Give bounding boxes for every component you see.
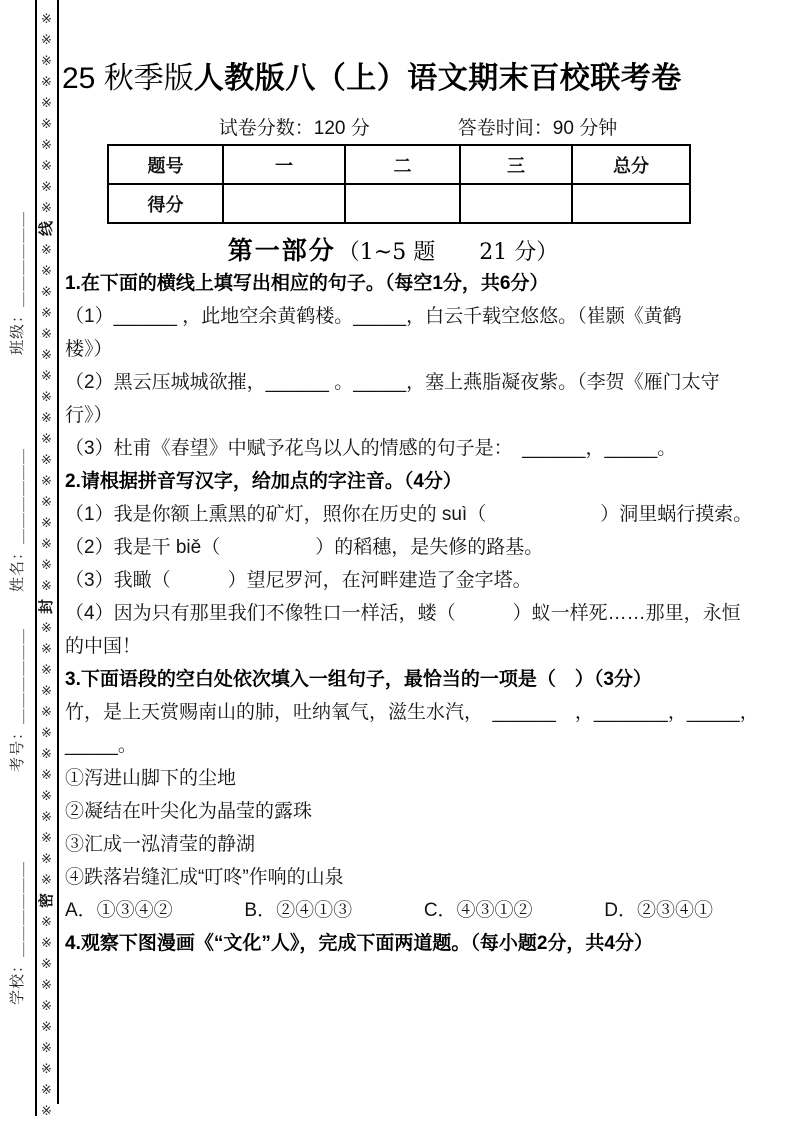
question-2-item-2: （2）我是干 biě（ ）的稻穗，是失修的路基。: [65, 537, 544, 558]
question-2-item-4-wrap: 的中国！: [65, 636, 142, 657]
option-a: A．①③④②: [65, 900, 173, 921]
score-table-label: 题号: [108, 145, 223, 184]
paper-title: [62, 60, 774, 98]
option-d: D．②③④①: [604, 900, 713, 921]
field-class-label: 班级：＿＿＿＿＿＿: [9, 210, 26, 355]
option-b: B．②④①③: [244, 900, 353, 921]
seal-border-right-line: [57, 0, 59, 1104]
field-exam-no-label: 考号：＿＿＿＿＿＿: [9, 627, 26, 772]
section-heading: [62, 231, 774, 263]
score-table-label: 得分: [108, 184, 223, 223]
question-2-item-4: （4）因为只有那里我们不像牲口一样活，蝼（ ）蚁一样死……那里，永恒: [65, 603, 741, 624]
question-2-item-3: （3）我瞰（ ）望尼罗河，在河畔建造了金字塔。: [65, 570, 532, 591]
score-table: [107, 144, 691, 224]
question-4-stem: 4.观察下图漫画《“文化”人》，完成下面两道题。（每小题2分，共4分）: [65, 933, 653, 954]
score-table-score-row: [108, 184, 690, 223]
score-table-cell: [572, 184, 690, 223]
question-3-passage: 竹，是上天赏赐南山的肺，吐纳氧气，滋生水汽， ______ ，_______，_____，: [65, 702, 759, 723]
score-table-cell: [223, 184, 345, 223]
paper-content: [62, 0, 774, 960]
question-1-item-1-wrap: 楼》）: [65, 339, 113, 360]
option-c: C．④③①②: [423, 900, 533, 921]
score-table-header-row: [108, 145, 690, 184]
field-school-label: 学校：＿＿＿＿＿＿: [9, 860, 26, 1005]
title-main: 人教版八（上）语文期末百校联考卷: [193, 62, 682, 95]
paper-info-row: [62, 113, 774, 140]
question-1-item-3: （3）杜甫《春望》中赋予花鸟以人的情感的句子是： ______，_____。: [65, 438, 677, 459]
question-1-item-2-wrap: 行》）: [65, 405, 113, 426]
score-table-cell: [460, 184, 572, 223]
question-3-sentence-1: ①泻进山脚下的尘地: [65, 768, 237, 789]
score-table-cell: [345, 184, 460, 223]
title-edition: 25 秋季版: [62, 62, 194, 95]
score-table-cell: 总分: [572, 145, 690, 184]
score-table-cell: 一: [223, 145, 345, 184]
question-3-options: [65, 894, 713, 927]
question-1-item-2: （2）黑云压城城欲摧，______ 。_____，塞上燕脂凝夜紫。（李贺《雁门太守: [65, 372, 720, 393]
question-3-passage-wrap: _____。: [65, 735, 137, 756]
section-range: （1~5 题 21 分）: [337, 240, 559, 265]
question-3-sentence-4: ④跌落岩缝汇成“叮咚”作响的山泉: [65, 867, 344, 888]
time-limit-info: 答卷时间：90 分钟: [457, 118, 618, 139]
question-1-item-1: （1）______ ，此地空余黄鹤楼。_____，白云千载空悠悠。（崔颢《黄鹤: [65, 306, 682, 327]
question-3-sentence-3: ③汇成一泓清莹的静湖: [65, 834, 256, 855]
score-table-cell: 三: [460, 145, 572, 184]
question-2-stem: 2.请根据拼音写汉字，给加点的字注音。（4分）: [65, 471, 462, 492]
question-2-item-1: （1）我是你额上熏黑的矿灯，照你在历史的 suì（ ）洞里蜗行摸索。: [65, 504, 753, 525]
field-name-label: 姓名：＿＿＿＿＿＿: [9, 447, 26, 592]
questions-block: [62, 267, 774, 960]
score-table-cell: 二: [345, 145, 460, 184]
question-3-stem: 3.下面语段的空白处依次填入一组句子，最恰当的一项是（ ）（3分）: [65, 669, 652, 690]
total-score-info: 试卷分数：120 分: [218, 118, 370, 139]
seal-line-symbols: ※ ※ ※ ※ ※ ※ ※ ※ ※ ※ 线 ※ ※ ※ ※ ※ ※ ※ ※ ※ ※ ※ ※ ※ ※ ※ ※ ※ 封 ※ ※ ※ ※ ※ ※ ※ ※ ※ ※ ※ ※ ※ 密 ※ ※ ※ ※ ※ ※ ※ ※ ※ ※: [37, 11, 55, 1118]
section-title: 第一部分: [227, 236, 336, 265]
question-3-sentence-2: ②凝结在叶尖化为晶莹的露珠: [65, 801, 313, 822]
question-1-stem: 1.在下面的横线上填写出相应的句子。（每空1分，共6分）: [65, 273, 549, 294]
